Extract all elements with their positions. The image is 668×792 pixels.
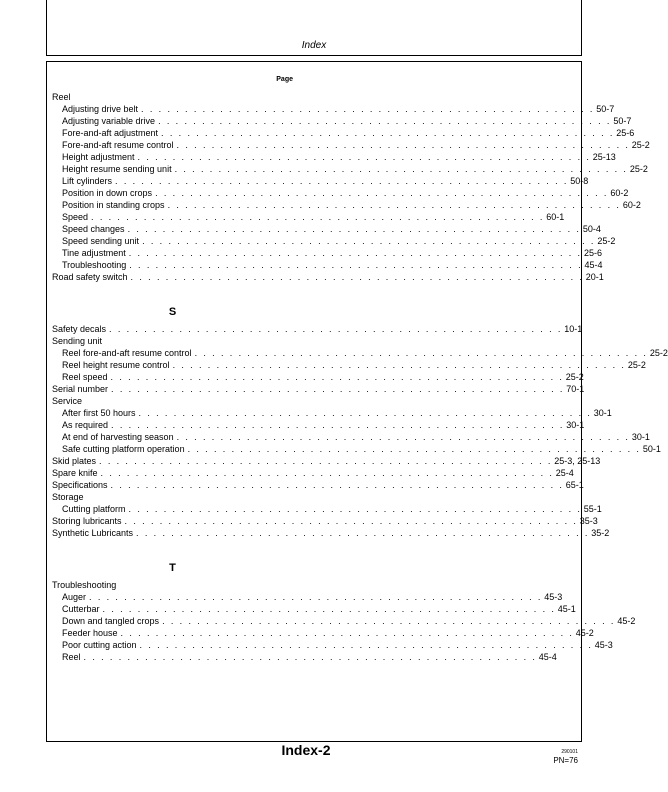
index-entry-synthetic-lubricants: Synthetic Lubricants . . . . . . . . . . . . . . . . . . . . . . . . . . . . . . . . . . . . . . . . . . . . . . . . . . . . 35-2 — [52, 528, 610, 538]
index-entry: Height resume sending unit . . . . . . . . . . . . . . . . . . . . . . . . . . . . . . . . . . . . . . . . . . . . . . . . . . . . 25-2 — [62, 164, 648, 174]
index-entry-spare-knife: Spare knife . . . . . . . . . . . . . . . . . . . . . . . . . . . . . . . . . . . . . . . . . . . . . . . . . . . . 25-4 — [52, 468, 574, 478]
index-entry: Cutterbar . . . . . . . . . . . . . . . . . . . . . . . . . . . . . . . . . . . . . . . . . . . . . . . . . . . . 45-1 — [62, 604, 576, 614]
index-entry-skid-plates: Skid plates . . . . . . . . . . . . . . . . . . . . . . . . . . . . . . . . . . . . . . . . . . . . . . . . . . . . 25-3, 25-13 — [52, 456, 601, 466]
index-entry: Adjusting variable drive . . . . . . . . . . . . . . . . . . . . . . . . . . . . . . . . . . . . . . . . . . . . . . . . . . . . 50-7 — [62, 116, 632, 126]
index-entry: At end of harvesting season . . . . . . . . . . . . . . . . . . . . . . . . . . . . . . . . . . . . . . . . . . . . . . . . . . . . 30-1 — [62, 432, 650, 442]
index-entry-serial-number: Serial number . . . . . . . . . . . . . . . . . . . . . . . . . . . . . . . . . . . . . . . . . . . . . . . . . . . . 70-1 — [52, 384, 585, 394]
index-entry: Speed changes . . . . . . . . . . . . . . . . . . . . . . . . . . . . . . . . . . . . . . . . . . . . . . . . . . . . 50-4 — [62, 224, 601, 234]
index-entry: Troubleshooting . . . . . . . . . . . . . . . . . . . . . . . . . . . . . . . . . . . . . . . . . . . . . . . . . . . . 45-4 — [62, 260, 603, 270]
index-entry: Lift cylinders . . . . . . . . . . . . . . . . . . . . . . . . . . . . . . . . . . . . . . . . . . . . . . . . . . . . 50-8 — [62, 176, 589, 186]
index-heading-troubleshooting: Troubleshooting — [52, 580, 117, 590]
index-entry: Poor cutting action . . . . . . . . . . . . . . . . . . . . . . . . . . . . . . . . . . . . . . . . . . . . . . . . . . . . 45-3 — [62, 640, 613, 650]
index-entry: Tine adjustment . . . . . . . . . . . . . . . . . . . . . . . . . . . . . . . . . . . . . . . . . . . . . . . . . . . . 25-6 — [62, 248, 602, 258]
index-entry: Feeder house . . . . . . . . . . . . . . . . . . . . . . . . . . . . . . . . . . . . . . . . . . . . . . . . . . . . 45-2 — [62, 628, 594, 638]
header-bottom-rule — [46, 55, 582, 56]
section-letter-t: T — [169, 562, 176, 574]
index-entry: Reel fore-and-aft resume control . . . . . . . . . . . . . . . . . . . . . . . . . . . . . . . . . . . . . . . . . . . . . . . . . . . . 25-2 — [62, 348, 668, 358]
index-entry: Fore-and-aft adjustment . . . . . . . . . . . . . . . . . . . . . . . . . . . . . . . . . . . . . . . . . . . . . . . . . . . . 25-6 — [62, 128, 635, 138]
page-column-label: Page — [276, 76, 293, 83]
index-entry: Position in standing crops . . . . . . . . . . . . . . . . . . . . . . . . . . . . . . . . . . . . . . . . . . . . . . . . . . . . 60-2 — [62, 200, 641, 210]
index-entry: Fore-and-aft resume control . . . . . . . . . . . . . . . . . . . . . . . . . . . . . . . . . . . . . . . . . . . . . . . . . . . . 25-2 — [62, 140, 650, 150]
index-entry-road-safety-switch: Road safety switch . . . . . . . . . . . . . . . . . . . . . . . . . . . . . . . . . . . . . . . . . . . . . . . . . . . . 20-1 — [52, 272, 604, 282]
index-entry: Safe cutting platform operation . . . . . . . . . . . . . . . . . . . . . . . . . . . . . . . . . . . . . . . . . . . . . . . . . . . . 50-1 — [62, 444, 661, 454]
index-entry: Auger . . . . . . . . . . . . . . . . . . . . . . . . . . . . . . . . . . . . . . . . . . . . . . . . . . . . 45-3 — [62, 592, 563, 602]
index-entry-storing-lubricants: Storing lubricants . . . . . . . . . . . . . . . . . . . . . . . . . . . . . . . . . . . . . . . . . . . . . . . . . . . . 35-3 — [52, 516, 598, 526]
index-entry: Height adjustment . . . . . . . . . . . . . . . . . . . . . . . . . . . . . . . . . . . . . . . . . . . . . . . . . . . . 25-13 — [62, 152, 616, 162]
footer-date-code: 290101 — [561, 749, 578, 755]
index-entry: Speed . . . . . . . . . . . . . . . . . . . . . . . . . . . . . . . . . . . . . . . . . . . . . . . . . . . . 60-1 — [62, 212, 565, 222]
index-heading-sending-unit: Sending unit — [52, 336, 103, 346]
index-entry: Reel height resume control . . . . . . . . . . . . . . . . . . . . . . . . . . . . . . . . . . . . . . . . . . . . . . . . . . . . 25-2 — [62, 360, 646, 370]
index-entry: As required . . . . . . . . . . . . . . . . . . . . . . . . . . . . . . . . . . . . . . . . . . . . . . . . . . . . 30-1 — [62, 420, 585, 430]
index-entry-specifications: Specifications . . . . . . . . . . . . . . . . . . . . . . . . . . . . . . . . . . . . . . . . . . . . . . . . . . . . 65-1 — [52, 480, 584, 490]
index-entry: Adjusting drive belt . . . . . . . . . . . . . . . . . . . . . . . . . . . . . . . . . . . . . . . . . . . . . . . . . . . . 50-7 — [62, 104, 615, 114]
index-column — [52, 76, 668, 663]
index-heading-reel: Reel — [52, 92, 71, 102]
index-entry: Position in down crops . . . . . . . . . . . . . . . . . . . . . . . . . . . . . . . . . . . . . . . . . . . . . . . . . . . . 60-2 — [62, 188, 629, 198]
index-entry: Reel . . . . . . . . . . . . . . . . . . . . . . . . . . . . . . . . . . . . . . . . . . . . . . . . . . . . 45-4 — [62, 652, 557, 662]
index-entry-safety-decals: Safety decals . . . . . . . . . . . . . . . . . . . . . . . . . . . . . . . . . . . . . . . . . . . . . . . . . . . . 10-1 — [52, 324, 583, 334]
index-entry: After first 50 hours . . . . . . . . . . . . . . . . . . . . . . . . . . . . . . . . . . . . . . . . . . . . . . . . . . . . 30-1 — [62, 408, 612, 418]
running-header-title: Index — [301, 40, 327, 51]
footer-page-number: PN=76 — [553, 756, 578, 765]
page-number-title: Index-2 — [281, 742, 331, 758]
index-heading-service: Service — [52, 396, 83, 406]
index-entry: Reel speed . . . . . . . . . . . . . . . . . . . . . . . . . . . . . . . . . . . . . . . . . . . . . . . . . . . . 25-2 — [62, 372, 584, 382]
index-entry: Down and tangled crops . . . . . . . . . . . . . . . . . . . . . . . . . . . . . . . . . . . . . . . . . . . . . . . . . . . . 45-2 — [62, 616, 636, 626]
index-heading-storage: Storage — [52, 492, 84, 502]
index-entry: Speed sending unit . . . . . . . . . . . . . . . . . . . . . . . . . . . . . . . . . . . . . . . . . . . . . . . . . . . . 25-2 — [62, 236, 616, 246]
section-letter-s: S — [168, 306, 177, 318]
index-entry: Cutting platform . . . . . . . . . . . . . . . . . . . . . . . . . . . . . . . . . . . . . . . . . . . . . . . . . . . . 55-1 — [62, 504, 602, 514]
